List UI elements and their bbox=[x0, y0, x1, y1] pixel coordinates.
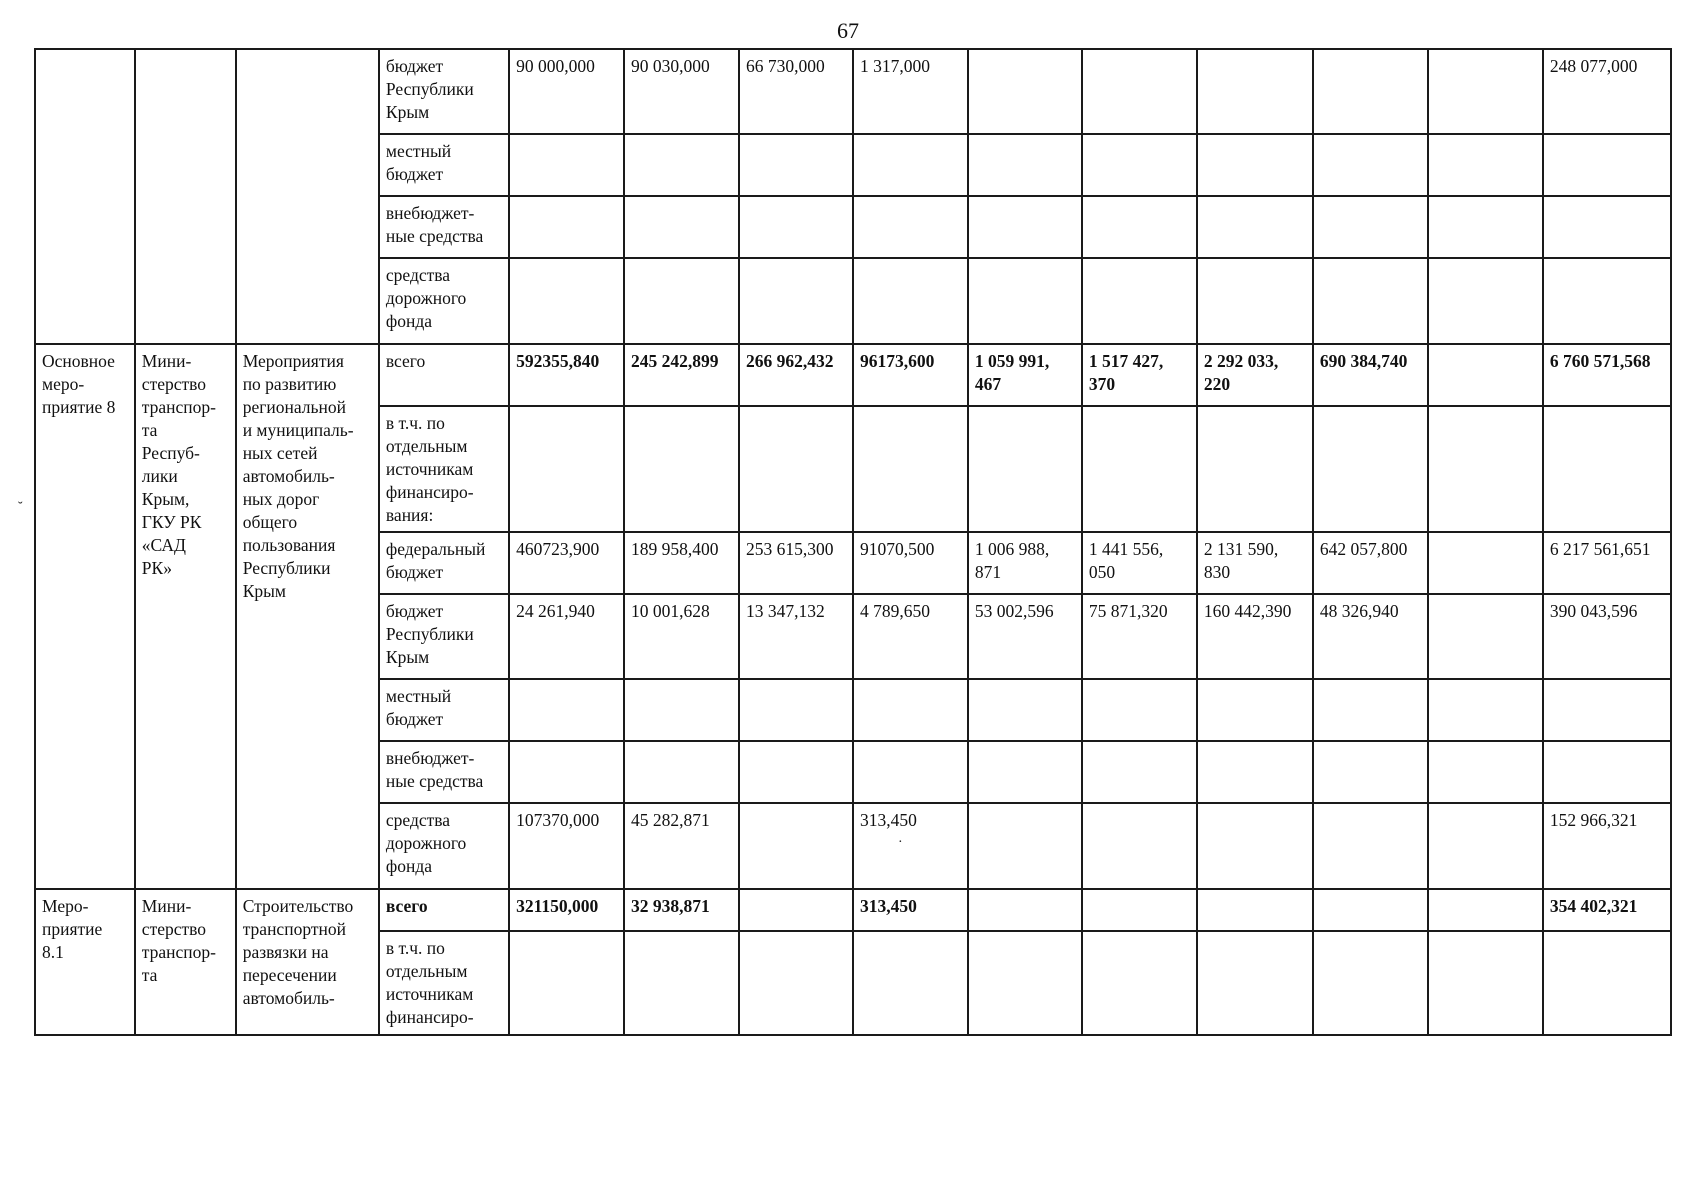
measure-code-cell: Меро- приятие 8.1 bbox=[35, 889, 135, 1035]
measure-code-cell: Основное меро- приятие 8 bbox=[35, 344, 135, 889]
year-value-cell bbox=[1428, 803, 1543, 889]
year-value-cell bbox=[509, 931, 624, 1035]
year-value-cell bbox=[853, 931, 968, 1035]
total-value-cell bbox=[1543, 258, 1671, 344]
year-value-cell bbox=[1197, 803, 1313, 889]
year-value-cell: 2 131 590, 830 bbox=[1197, 532, 1313, 594]
funding-source-cell: внебюджет- ные средства bbox=[379, 741, 509, 803]
measure-code-cell bbox=[35, 49, 135, 344]
year-value-cell bbox=[509, 406, 624, 532]
year-value-cell: 266 962,432 bbox=[739, 344, 853, 406]
funding-source-cell: внебюджет- ные средства bbox=[379, 196, 509, 258]
year-value-cell: 107370,000 bbox=[509, 803, 624, 889]
year-value-cell bbox=[1428, 344, 1543, 406]
year-value-cell: 1 517 427, 370 bbox=[1082, 344, 1197, 406]
executor-cell bbox=[135, 49, 236, 344]
year-value-cell: 160 442,390 bbox=[1197, 594, 1313, 679]
year-value-cell bbox=[968, 679, 1082, 741]
table-row bbox=[35, 344, 1671, 406]
year-value-cell bbox=[853, 406, 968, 532]
year-value-cell bbox=[739, 679, 853, 741]
year-value-cell: 48 326,940 bbox=[1313, 594, 1428, 679]
year-value-cell bbox=[1313, 196, 1428, 258]
year-value-cell bbox=[1428, 406, 1543, 532]
year-value-cell bbox=[968, 258, 1082, 344]
year-value-cell bbox=[968, 196, 1082, 258]
year-value-cell bbox=[1082, 803, 1197, 889]
year-value-cell: 690 384,740 bbox=[1313, 344, 1428, 406]
year-value-cell bbox=[624, 741, 739, 803]
total-value-cell: 390 043,596 bbox=[1543, 594, 1671, 679]
year-value-cell bbox=[739, 803, 853, 889]
year-value-cell: 90 030,000 bbox=[624, 49, 739, 134]
total-value-cell: 6 217 561,651 bbox=[1543, 532, 1671, 594]
total-value-cell bbox=[1543, 679, 1671, 741]
funding-source-cell: средства дорожного фонда bbox=[379, 803, 509, 889]
year-value-cell bbox=[853, 741, 968, 803]
year-value-cell: 1 059 991, 467 bbox=[968, 344, 1082, 406]
year-value-cell: 1 317,000 bbox=[853, 49, 968, 134]
year-value-cell bbox=[1082, 741, 1197, 803]
year-value-cell: 53 002,596 bbox=[968, 594, 1082, 679]
year-value-cell bbox=[1082, 931, 1197, 1035]
year-value-cell bbox=[1428, 741, 1543, 803]
funding-source-cell: в т.ч. по отдельным источникам финансиро- вания: bbox=[379, 406, 509, 532]
measure-name-cell bbox=[236, 49, 379, 344]
year-value-cell bbox=[1197, 406, 1313, 532]
year-value-cell bbox=[509, 196, 624, 258]
funding-source-cell: всего bbox=[379, 889, 509, 931]
year-value-cell bbox=[509, 679, 624, 741]
year-value-cell bbox=[624, 931, 739, 1035]
year-value-cell: 91070,500 bbox=[853, 532, 968, 594]
measure-name-cell: Мероприятия по развитию региональной и муниципаль- ных сетей автомобиль- ных дорог общего пользования Республики Крым bbox=[236, 344, 379, 889]
year-value-cell bbox=[1082, 406, 1197, 532]
year-value-cell bbox=[1428, 134, 1543, 196]
year-value-cell bbox=[1313, 258, 1428, 344]
year-value-cell bbox=[853, 679, 968, 741]
year-value-cell bbox=[739, 134, 853, 196]
year-value-cell: 10 001,628 bbox=[624, 594, 739, 679]
year-value-cell bbox=[739, 258, 853, 344]
year-value-cell bbox=[1313, 679, 1428, 741]
year-value-cell: 592355,840 bbox=[509, 344, 624, 406]
year-value-cell: 90 000,000 bbox=[509, 49, 624, 134]
year-value-cell: 45 282,871 bbox=[624, 803, 739, 889]
year-value-cell bbox=[968, 741, 1082, 803]
year-value-cell bbox=[509, 134, 624, 196]
year-value-cell bbox=[739, 406, 853, 532]
year-value-cell bbox=[1313, 741, 1428, 803]
year-value-cell bbox=[1197, 889, 1313, 931]
year-value-cell: 253 615,300 bbox=[739, 532, 853, 594]
year-value-cell: 313,450 bbox=[853, 889, 968, 931]
executor-cell: Мини- стерство транспор- та Респуб- лики Крым, ГКУ РК «САД РК» bbox=[135, 344, 236, 889]
year-value-cell bbox=[1197, 134, 1313, 196]
budget-table bbox=[34, 48, 1672, 1036]
year-value-cell: 75 871,320 bbox=[1082, 594, 1197, 679]
table-body bbox=[35, 49, 1671, 1035]
total-value-cell bbox=[1543, 406, 1671, 532]
year-value-cell bbox=[739, 741, 853, 803]
year-value-cell bbox=[1197, 741, 1313, 803]
total-value-cell: 354 402,321 bbox=[1543, 889, 1671, 931]
funding-source-cell: местный бюджет bbox=[379, 679, 509, 741]
total-value-cell bbox=[1543, 741, 1671, 803]
year-value-cell bbox=[1082, 49, 1197, 134]
year-value-cell bbox=[1197, 196, 1313, 258]
executor-cell: Мини- стерство транспор- та bbox=[135, 889, 236, 1035]
stray-scan-mark: ˘ bbox=[18, 500, 23, 515]
year-value-cell: 1 006 988, 871 bbox=[968, 532, 1082, 594]
year-value-cell bbox=[1313, 49, 1428, 134]
year-value-cell bbox=[1428, 679, 1543, 741]
year-value-cell bbox=[1428, 49, 1543, 134]
year-value-cell bbox=[1197, 49, 1313, 134]
year-value-cell bbox=[739, 889, 853, 931]
year-value-cell bbox=[509, 258, 624, 344]
year-value-cell bbox=[1313, 931, 1428, 1035]
total-value-cell bbox=[1543, 931, 1671, 1035]
funding-source-cell: в т.ч. по отдельным источникам финансиро- bbox=[379, 931, 509, 1035]
year-value-cell bbox=[968, 134, 1082, 196]
funding-source-cell: федеральный бюджет bbox=[379, 532, 509, 594]
year-value-cell bbox=[509, 741, 624, 803]
year-value-cell: 1 441 556, 050 bbox=[1082, 532, 1197, 594]
year-value-cell bbox=[1428, 196, 1543, 258]
year-value-cell: 32 938,871 bbox=[624, 889, 739, 931]
year-value-cell bbox=[1082, 196, 1197, 258]
year-value-cell: 245 242,899 bbox=[624, 344, 739, 406]
year-value-cell bbox=[624, 134, 739, 196]
year-value-cell bbox=[1428, 931, 1543, 1035]
year-value-cell: 66 730,000 bbox=[739, 49, 853, 134]
year-value-cell bbox=[1082, 679, 1197, 741]
year-value-cell bbox=[1082, 258, 1197, 344]
year-value-cell bbox=[853, 134, 968, 196]
year-value-cell: 460723,900 bbox=[509, 532, 624, 594]
year-value-cell bbox=[968, 49, 1082, 134]
year-value-cell bbox=[1428, 258, 1543, 344]
total-value-cell: 248 077,000 bbox=[1543, 49, 1671, 134]
measure-name-cell: Строительство транспортной развязки на пересечении автомобиль- bbox=[236, 889, 379, 1035]
year-value-cell bbox=[853, 258, 968, 344]
year-value-cell bbox=[853, 196, 968, 258]
year-value-cell: 96173,600 bbox=[853, 344, 968, 406]
funding-source-cell: бюджет Республики Крым bbox=[379, 49, 509, 134]
year-value-cell bbox=[1082, 134, 1197, 196]
year-value-cell bbox=[968, 889, 1082, 931]
year-value-cell: 4 789,650 bbox=[853, 594, 968, 679]
year-value-cell bbox=[1313, 803, 1428, 889]
year-value-cell: 321150,000 bbox=[509, 889, 624, 931]
year-value-cell bbox=[624, 406, 739, 532]
table-row bbox=[35, 889, 1671, 931]
year-value-cell bbox=[1428, 889, 1543, 931]
year-value-cell bbox=[1428, 532, 1543, 594]
year-value-cell bbox=[968, 803, 1082, 889]
year-value-cell bbox=[1313, 406, 1428, 532]
year-value-cell bbox=[1197, 258, 1313, 344]
total-value-cell: 6 760 571,568 bbox=[1543, 344, 1671, 406]
year-value-cell bbox=[968, 931, 1082, 1035]
table-row bbox=[35, 49, 1671, 134]
page-number: 67 bbox=[837, 18, 859, 43]
funding-source-cell: средства дорожного фонда bbox=[379, 258, 509, 344]
year-value-cell bbox=[624, 258, 739, 344]
year-value-cell bbox=[1313, 889, 1428, 931]
year-value-cell bbox=[1428, 594, 1543, 679]
year-value-cell bbox=[624, 679, 739, 741]
year-value-cell: 24 261,940 bbox=[509, 594, 624, 679]
year-value-cell: 313,450 bbox=[853, 803, 968, 889]
year-value-cell: 2 292 033, 220 bbox=[1197, 344, 1313, 406]
year-value-cell: 642 057,800 bbox=[1313, 532, 1428, 594]
funding-source-cell: всего bbox=[379, 344, 509, 406]
year-value-cell bbox=[968, 406, 1082, 532]
total-value-cell bbox=[1543, 196, 1671, 258]
total-value-cell bbox=[1543, 134, 1671, 196]
year-value-cell bbox=[739, 196, 853, 258]
funding-source-cell: бюджет Республики Крым bbox=[379, 594, 509, 679]
year-value-cell bbox=[739, 931, 853, 1035]
stray-scan-dot: · bbox=[898, 835, 903, 850]
year-value-cell bbox=[624, 196, 739, 258]
year-value-cell bbox=[1313, 134, 1428, 196]
year-value-cell bbox=[1082, 889, 1197, 931]
year-value-cell bbox=[1197, 931, 1313, 1035]
total-value-cell: 152 966,321 bbox=[1543, 803, 1671, 889]
year-value-cell: 13 347,132 bbox=[739, 594, 853, 679]
year-value-cell bbox=[1197, 679, 1313, 741]
year-value-cell: 189 958,400 bbox=[624, 532, 739, 594]
funding-source-cell: местный бюджет bbox=[379, 134, 509, 196]
